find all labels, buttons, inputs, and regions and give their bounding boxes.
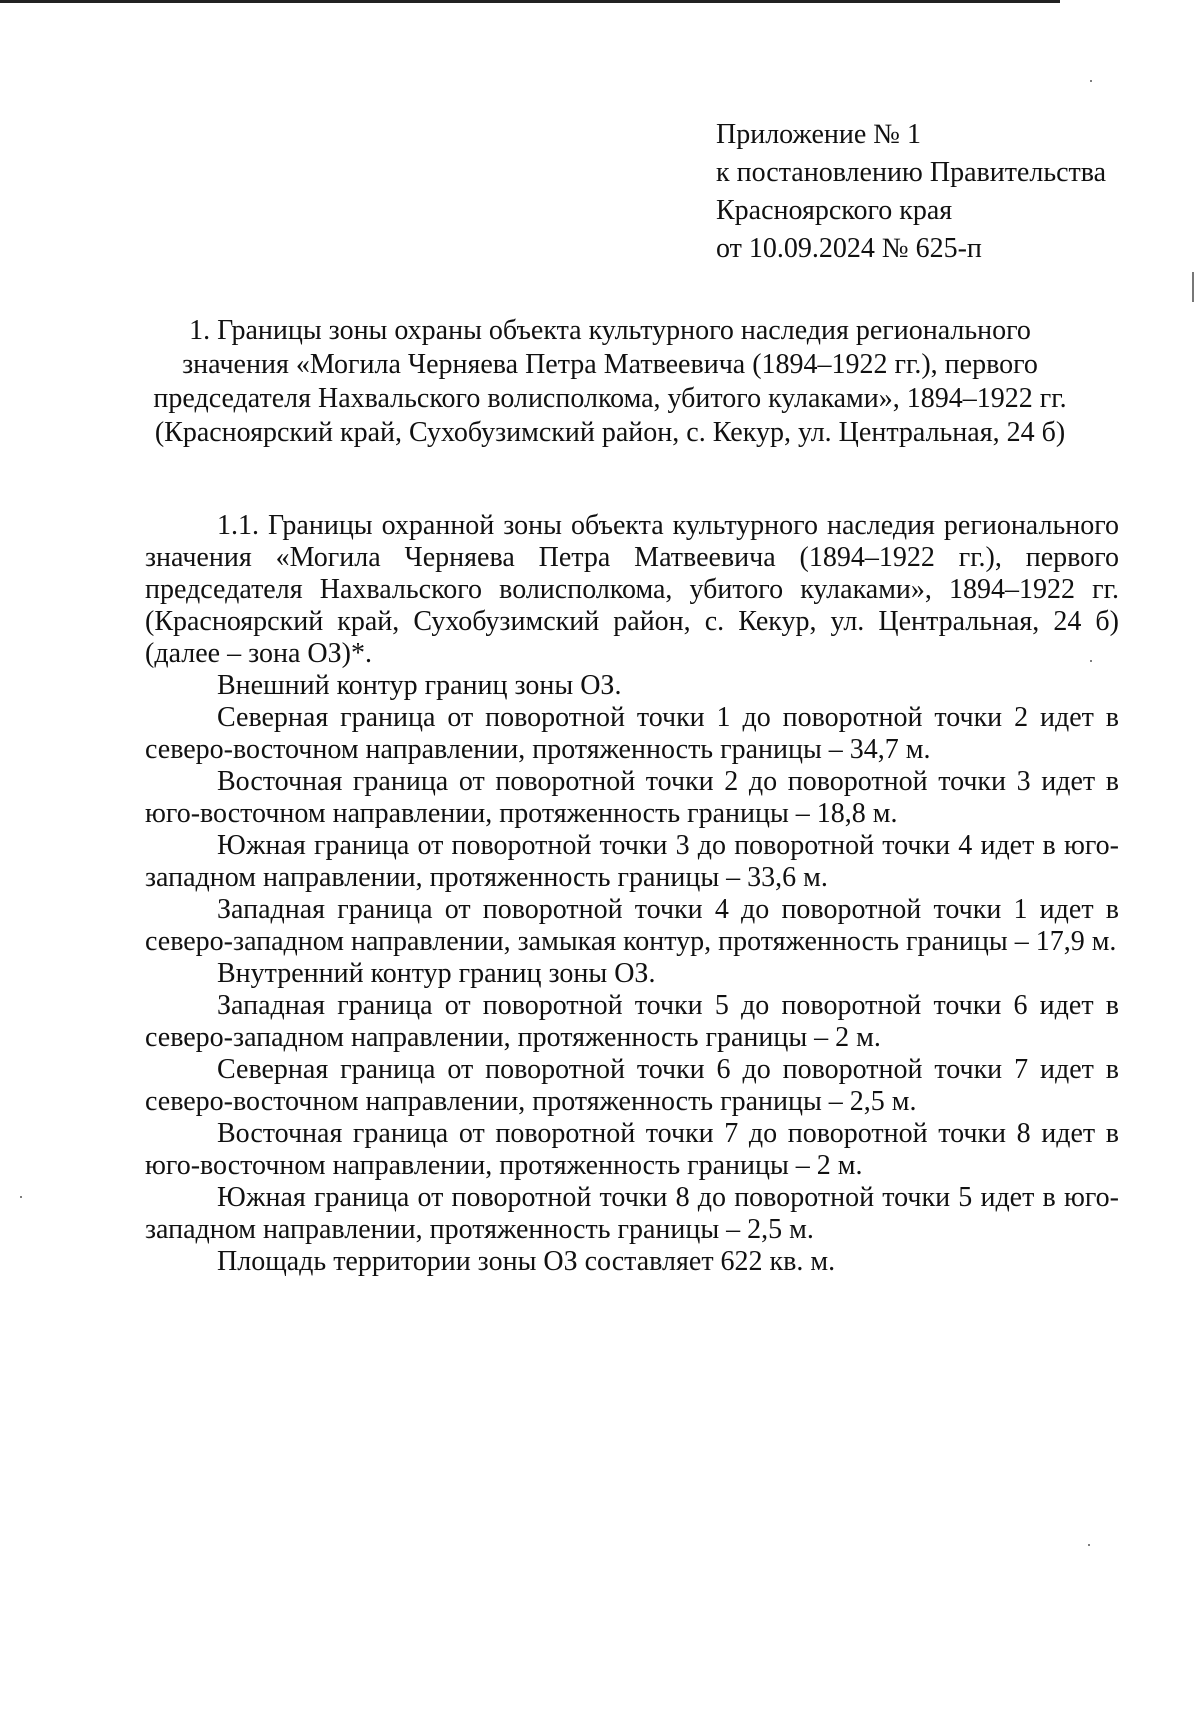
appendix-number: Приложение № 1 <box>716 119 921 150</box>
section-title <box>130 314 1090 450</box>
outer-east-boundary: Восточная граница от поворотной точки 2 до поворотной точки 3 идет в юго-восточном направлении, протяженность границы – 18,8 м. <box>145 766 1119 829</box>
scan-edge-mark <box>1192 272 1194 302</box>
inner-south-boundary: Южная граница от поворотной точки 8 до поворотной точки 5 идет в юго-западном направлении, протяженность границы – 2,5 м. <box>145 1182 1119 1245</box>
outer-west-boundary: Западная граница от поворотной точки 4 до поворотной точки 1 идет в северо-западном направлении, замыкая контур, протяженность границы – 17,9 м. <box>145 894 1119 957</box>
appendix-reference: к постановлению Правительства <box>716 157 1107 188</box>
appendix-date-number: от 10.09.2024 № 625-п <box>716 233 982 264</box>
document-body <box>145 510 1119 1278</box>
appendix-header <box>716 116 1106 268</box>
inner-north-boundary: Северная граница от поворотной точки 6 до поворотной точки 7 идет в северо-восточном направлении, протяженность границы – 2,5 м. <box>145 1054 1119 1117</box>
zone-area: Площадь территории зоны ОЗ составляет 622 кв. м. <box>217 1246 836 1277</box>
outer-south-boundary: Южная граница от поворотной точки 3 до поворотной точки 4 идет в юго-западном направлении, протяженность границы – 33,6 м. <box>145 830 1119 893</box>
scan-speck <box>1090 80 1092 82</box>
scan-top-border <box>0 0 1060 3</box>
outer-north-boundary: Северная граница от поворотной точки 1 до поворотной точки 2 идет в северо-восточном направлении, протяженность границы – 34,7 м. <box>145 702 1119 765</box>
intro-paragraph: 1.1. Границы охранной зоны объекта культурного наследия регионального значения «Могила Черняева Петра Матвеевича (1894–1922 гг.), первого председателя Нахвальского волисполкома, убитого кулаками», 1894–1922 гг. (Красноярский край, Сухобузимский район, с. Кекур, ул. Центральная, 24 б) (далее – зона ОЗ)*. <box>145 510 1119 669</box>
section-title-line: председателя Нахвальского волисполкома, убитого кулаками», 1894–1922 гг. <box>153 383 1067 414</box>
section-title-line: 1. Границы зоны охраны объекта культурного наследия регионального <box>189 315 1031 346</box>
outer-contour-heading: Внешний контур границ зоны ОЗ. <box>217 670 622 701</box>
inner-contour-heading: Внутренний контур границ зоны ОЗ. <box>217 958 656 989</box>
inner-east-boundary: Восточная граница от поворотной точки 7 до поворотной точки 8 идет в юго-восточном направлении, протяженность границы – 2 м. <box>145 1118 1119 1181</box>
scan-speck <box>1088 1544 1090 1546</box>
section-title-line: значения «Могила Черняева Петра Матвеевича (1894–1922 гг.), первого <box>182 349 1038 380</box>
inner-west-boundary: Западная граница от поворотной точки 5 до поворотной точки 6 идет в северо-западном направлении, протяженность границы – 2 м. <box>145 990 1119 1053</box>
appendix-region: Красноярского края <box>716 195 953 226</box>
scan-speck <box>20 1196 22 1198</box>
section-title-line: (Красноярский край, Сухобузимский район, с. Кекур, ул. Центральная, 24 б) <box>154 417 1066 448</box>
